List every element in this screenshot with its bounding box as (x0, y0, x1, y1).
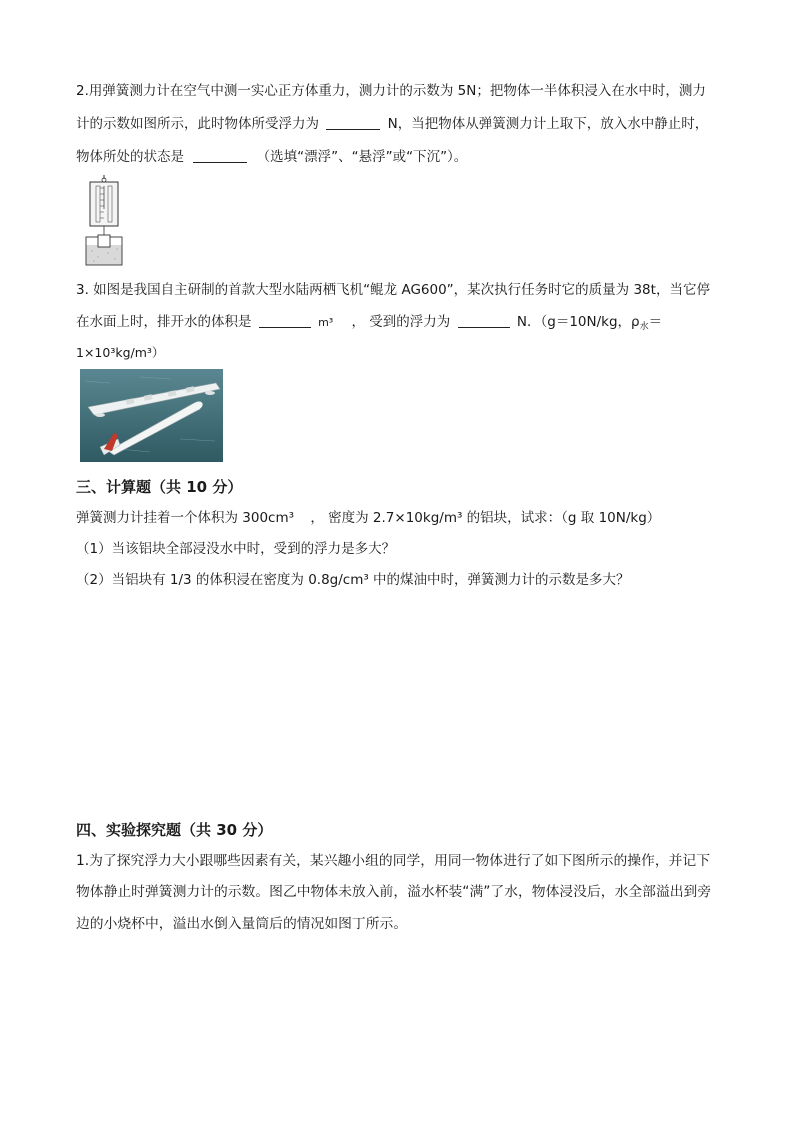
q2-line3-b: （选填“漂浮”、“悬浮”或“下沉”）。 (256, 149, 468, 165)
q3-line2-d: ＝ (648, 314, 663, 330)
q3-line3: 1×10³kg/m³） (76, 345, 165, 360)
q3-unit: m³ (318, 316, 334, 329)
section-3-intro-b: ， 密度为 2.7×10kg/m³ 的铝块，试求：（g 取 10N/kg） (310, 510, 661, 526)
section-4-line2: 物体静止时弹簧测力计的示数。图乙中物体未放入前，溢水杯装“满”了水，物体浸没后，水全部溢出到旁 (76, 884, 712, 900)
q2-line3 (76, 141, 726, 174)
q2-line2 (76, 108, 726, 141)
answer-blank-force[interactable] (458, 311, 510, 328)
q3-line1: 3. 如图是我国自主研制的首款大型水陆两栖飞机“鲲龙 AG600”，某次执行任务时它的质量为 38t，当它停 (76, 282, 710, 298)
q3-line2-c: N．（g＝10N/kg，ρ (516, 314, 640, 330)
section-3-intro (76, 502, 726, 535)
section-3-sub2: （2）当铝块有 1/3 的体积浸在密度为 0.8g/cm³ 中的煤油中时，弹簧测力计的示数是多大？ (76, 572, 630, 588)
q2-line3-a: 物体所处的状态是 (76, 149, 184, 165)
section-3-title: 三、计算题（共 10 分） (76, 478, 243, 496)
q3-line2-a: 在水面上时，排开水的体积是 (76, 314, 252, 330)
section-4-line1: 1.为了探究浮力大小跟哪些因素有关，某兴趣小组的同学，用同一物体进行了如下图所示的操作，并记下 (76, 853, 711, 869)
q2-line2-b: N，当把物体从弹簧测力计上取下，放入水中静止时， (387, 116, 709, 132)
spring-scale-figure (84, 175, 124, 267)
answer-blank-buoyancy[interactable] (326, 113, 380, 130)
section-4-line3: 边的小烧杯中，溢出水倒入量筒后的情况如图丁所示。 (76, 916, 408, 932)
q3-line2-b: ， 受到的浮力为 (351, 314, 451, 330)
section-3-intro-a: 弹簧测力计挂着一个体积为 300cm³ (76, 510, 295, 526)
answer-blank-volume[interactable] (259, 311, 311, 328)
section-3-sub1: （1）当该铝块全部浸没水中时，受到的浮力是多大？ (76, 541, 396, 557)
q2-line2-a: 计的示数如图所示，此时物体所受浮力为 (76, 116, 319, 132)
seaplane-photo (80, 369, 223, 462)
q2-line1: 2.用弹簧测力计在空气中测一实心正方体重力，测力计的示数为 5N；把物体一半体积浸入在水中时，测力 (76, 83, 706, 99)
answer-blank-state[interactable] (193, 146, 247, 163)
section-4-title: 四、实验探究题（共 30 分） (76, 821, 273, 839)
q3-rho-sub: 水 (639, 322, 649, 332)
